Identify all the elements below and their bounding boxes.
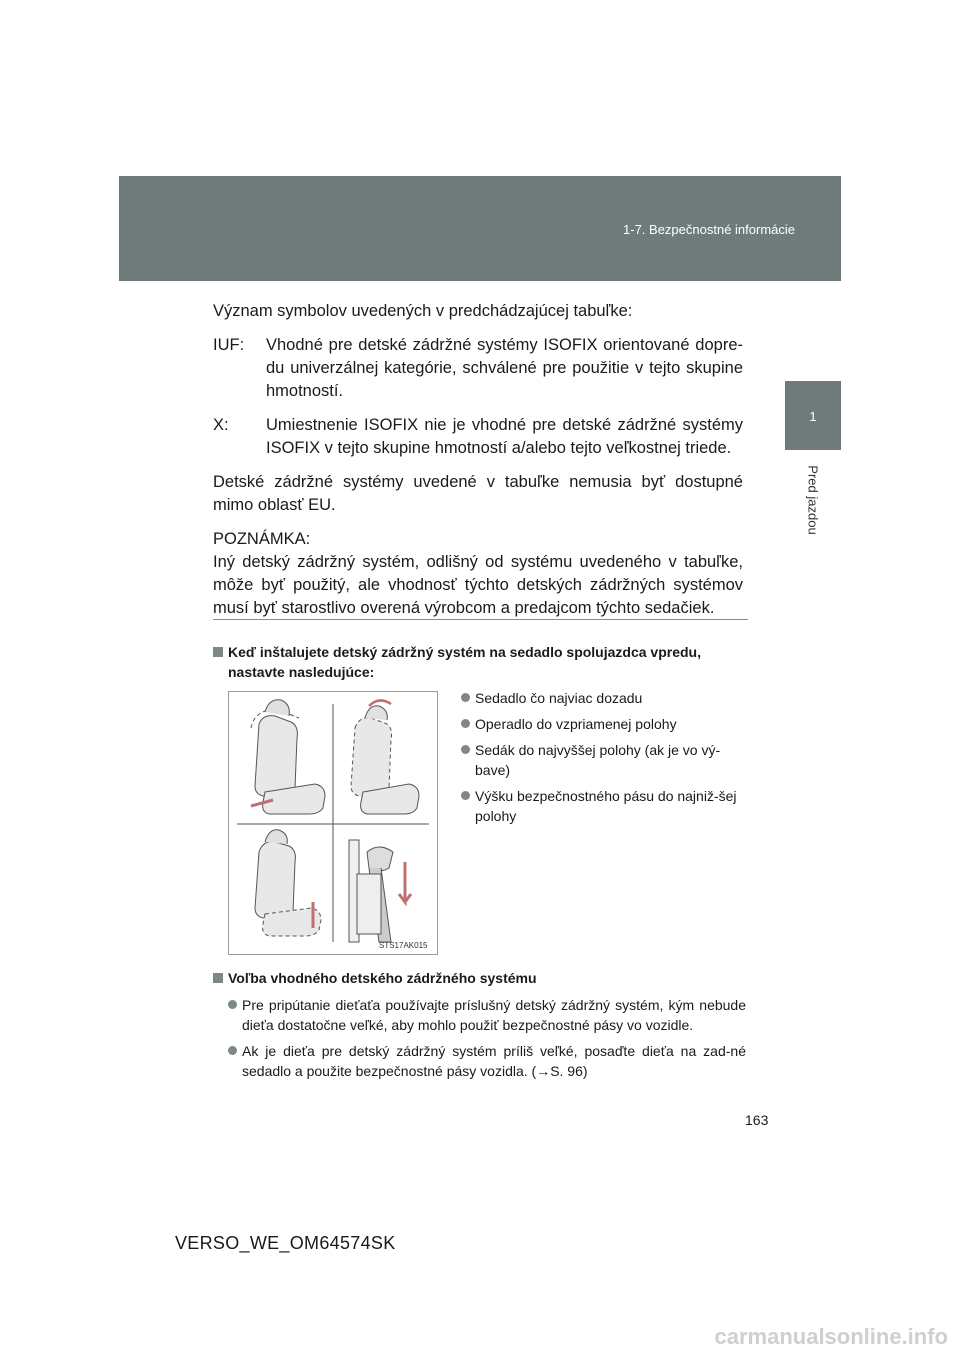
figure-code: STS17AK015 (379, 941, 428, 950)
list-item-text: Ak je dieťa pre detský zádržný systém príliš veľké, posaďte dieťa na zad-né sedadlo a použite bezpečnostné pásy vozidla. (→S. 96) (242, 1043, 746, 1079)
chapter-number: 1 (809, 409, 817, 424)
list-item-text: Operadlo do vzpriamenej polohy (475, 716, 677, 732)
definition-text: Umiestnenie ISOFIX nie je vhodné pre detské zádržné systémy ISOFIX v tejto skupine hmotností a/alebo tejto veľkostnej triede. (266, 416, 743, 457)
square-bullet-icon (213, 647, 223, 657)
front-seat-list (461, 688, 751, 832)
watermark: carmanualsonline.info (714, 1324, 948, 1349)
list-item-text: Sedák do najvyššej polohy (ak je vo vý-bave) (475, 742, 721, 778)
definition-x (213, 414, 743, 460)
header-band (119, 176, 841, 281)
section-heading-text: Voľba vhodného detského zádržného systému (228, 970, 537, 986)
section-title: 1-7. Bezpečnostné informácie (623, 222, 795, 237)
list-item-text: Sedadlo čo najviac dozadu (475, 690, 643, 706)
intro-block (213, 300, 743, 620)
list-item (461, 740, 751, 780)
definition-iuf (213, 334, 743, 403)
definition-term: X: (213, 416, 229, 434)
page-number: 163 (745, 1112, 769, 1128)
chapter-tab (785, 381, 841, 450)
availability-note: Detské zádržné systémy uvedené v tabuľke nemusia byť dostupné mimo oblasť EU. (213, 473, 743, 514)
bullet-dot-icon (461, 693, 470, 702)
definition-text: Vhodné pre detské zádržné systémy ISOFIX orientované dopre-du univerzálnej kategórie, schválené pre použitie v tejto skupine hmotností. (266, 336, 743, 400)
bullet-dot-icon (461, 791, 470, 800)
legend-title: Význam symbolov uvedených v predchádzajúcej tabuľke: (213, 302, 633, 320)
seat-adjustment-figure (228, 691, 438, 955)
section-heading-text: Keď inštalujete detský zádržný systém na sedadlo spolujazdca vpredu, nastavte nasledujúce: (228, 644, 701, 680)
selection-list (228, 995, 746, 1087)
definition-term: IUF: (213, 336, 245, 354)
note-text: Iný detský zádržný systém, odlišný od systému uvedeného v tabuľke, môže byť použitý, ale vhodnosť týchto detských zádržných systémov musí byť starostlivo overená výrobcom a predajcom týchto sedačiek. (213, 553, 743, 617)
bullet-dot-icon (461, 719, 470, 728)
list-item (228, 995, 746, 1035)
section-heading-front-seat (213, 642, 748, 682)
list-item (228, 1041, 746, 1081)
section-heading-selection (213, 968, 748, 988)
note-label: POZNÁMKA: (213, 530, 311, 548)
list-item-text: Pre pripútanie dieťaťa používajte príslušný detský zádržný systém, kým nebude dieťa dostatočne veľké, aby mohlo použiť bezpečnostné pásy vo vozidle. (242, 997, 746, 1033)
list-item (461, 714, 751, 734)
square-bullet-icon (213, 973, 223, 983)
section-divider (213, 619, 748, 620)
list-item-text: Výšku bezpečnostného pásu do najniž-šej polohy (475, 788, 737, 824)
seat-illustration (229, 692, 437, 954)
bullet-dot-icon (228, 1000, 237, 1009)
list-item (461, 786, 751, 826)
bullet-dot-icon (461, 745, 470, 754)
list-item (461, 688, 751, 708)
document-code: VERSO_WE_OM64574SK (175, 1233, 396, 1253)
chapter-label: Pred jazdou (805, 465, 821, 535)
bullet-dot-icon (228, 1046, 237, 1055)
